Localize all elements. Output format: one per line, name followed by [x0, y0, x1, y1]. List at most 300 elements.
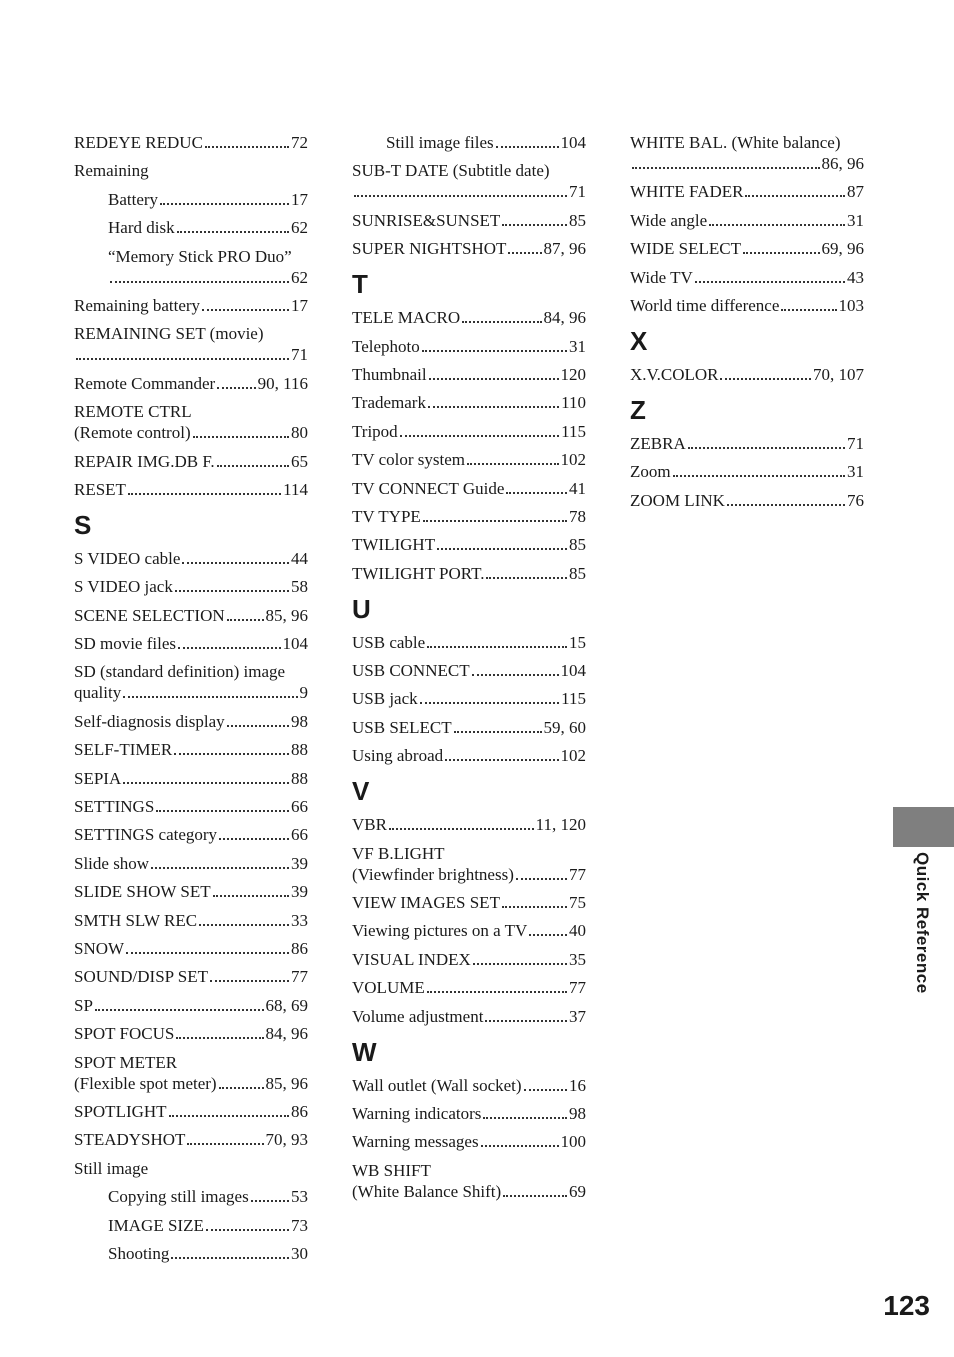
index-entry-term: SP	[74, 995, 93, 1015]
index-entry-term: Trademark	[352, 393, 426, 413]
index-entry-page: 88	[291, 768, 308, 788]
dot-leader	[175, 590, 289, 592]
index-entry-page: 110	[561, 393, 586, 413]
index-entry-page: 66	[291, 797, 308, 817]
dot-leader	[454, 731, 542, 733]
index-entry-page: 43	[847, 267, 864, 287]
index-entry-continuation	[74, 344, 308, 365]
dot-leader	[503, 1195, 567, 1197]
index-entry	[352, 238, 586, 259]
dot-leader	[123, 782, 289, 784]
index-entry-term: Wall outlet (Wall socket)	[352, 1075, 522, 1095]
dot-leader	[429, 378, 559, 380]
index-entry	[74, 246, 308, 288]
index-entry-page: 11, 120	[535, 815, 586, 835]
index-entry-term: TV color system	[352, 450, 466, 470]
index-entry-page: 102	[560, 450, 586, 470]
index-entry	[352, 563, 586, 584]
index-entry	[74, 295, 308, 316]
index-subentry	[74, 1243, 308, 1264]
dot-leader	[516, 878, 567, 880]
dot-leader	[219, 838, 289, 840]
index-entry	[352, 364, 586, 385]
index-entry-page: 85	[569, 563, 586, 583]
index-entry-page: 44	[291, 548, 308, 568]
index-entry	[352, 949, 586, 970]
dot-leader	[486, 577, 567, 579]
index-entry-term: VBR	[352, 815, 387, 835]
index-entry	[352, 717, 586, 738]
index-entry-term: SUPER NIGHTSHOT	[352, 239, 507, 259]
index-entry	[352, 814, 586, 835]
index-entry-page: 85, 96	[265, 605, 308, 625]
index-entry-term: Warning messages	[352, 1132, 479, 1152]
index-entry	[74, 1101, 308, 1122]
index-entry-term-continued: (Flexible spot meter)	[74, 1073, 217, 1093]
index-subentry	[74, 1186, 308, 1207]
index-entry	[74, 1023, 308, 1044]
index-entry-page: 37	[569, 1006, 586, 1026]
dot-leader	[76, 358, 289, 360]
index-entry-page: 66	[291, 825, 308, 845]
index-entry-term: Thumbnail	[352, 364, 427, 384]
index-entry	[352, 745, 586, 766]
index-entry-term: VF B.LIGHT	[352, 843, 445, 863]
dot-leader	[178, 647, 281, 649]
index-entry-term: S VIDEO cable	[74, 548, 181, 568]
index-entry-page: 114	[283, 479, 308, 499]
index-entry	[74, 711, 308, 732]
index-entry-term: VISUAL INDEX	[352, 949, 471, 969]
index-entry-page: 78	[569, 506, 586, 526]
index-entry-continuation	[74, 422, 308, 443]
dot-leader	[400, 435, 559, 437]
dot-leader	[182, 562, 289, 564]
dot-leader	[206, 1229, 289, 1231]
index-entry-page: 9	[299, 683, 308, 703]
index-entry-page: 39	[291, 853, 308, 873]
index-entry	[630, 295, 864, 316]
dot-leader	[95, 1009, 264, 1011]
dot-leader	[217, 465, 289, 467]
index-entry-page: 75	[569, 893, 586, 913]
index-entry	[352, 660, 586, 681]
index-entry-term: SNOW	[74, 938, 125, 958]
index-subentry	[352, 132, 586, 153]
index-group-heading: Still image	[74, 1158, 149, 1178]
dot-leader	[428, 406, 559, 408]
dot-leader	[176, 1037, 263, 1039]
index-entry	[74, 938, 308, 959]
dot-leader	[709, 224, 845, 226]
index-entry-term: STEADYSHOT	[74, 1130, 186, 1150]
index-entry-page: 103	[838, 295, 864, 315]
index-entry-continuation	[108, 267, 308, 288]
index-entry-term: Wide TV	[630, 267, 693, 287]
dot-leader	[781, 309, 836, 311]
index-entry	[74, 401, 308, 443]
index-entry-term: Shooting	[108, 1243, 170, 1263]
dot-leader	[673, 475, 845, 477]
index-entry-page: 98	[569, 1103, 586, 1123]
index-entry-term: REMOTE CTRL	[74, 402, 192, 422]
index-entry-term: Still image files	[386, 133, 494, 152]
index-letter-heading: U	[352, 593, 371, 624]
index-entry-continuation	[352, 864, 586, 885]
index-entry-page: 100	[560, 1132, 586, 1152]
index-entry-term: ZOOM LINK	[630, 490, 725, 510]
index-letter-heading: T	[352, 269, 368, 300]
dot-leader	[389, 828, 534, 830]
index-entry-page: 17	[291, 295, 308, 315]
index-entry-page: 70, 93	[265, 1130, 308, 1150]
dot-leader	[422, 350, 567, 352]
index-entry-term: USB jack	[352, 689, 418, 709]
index-entry-term: WB SHIFT	[352, 1160, 431, 1180]
index-entry-page: 16	[569, 1075, 586, 1095]
index-entry-term: SETTINGS category	[74, 825, 218, 845]
index-entry-page: 58	[291, 577, 308, 597]
dot-leader	[632, 167, 820, 169]
dot-leader	[227, 619, 264, 621]
dot-leader	[745, 195, 845, 197]
index-entry-page: 86	[291, 938, 308, 958]
dot-leader	[187, 1143, 263, 1145]
index-entry	[74, 796, 308, 817]
index-entry	[74, 373, 308, 394]
index-entry	[352, 1160, 586, 1202]
index-entry-term: World time difference	[630, 295, 780, 315]
index-entry-term: ZEBRA	[630, 433, 686, 453]
dot-leader	[485, 1020, 567, 1022]
index-entry	[74, 853, 308, 874]
index-entry	[352, 1075, 586, 1096]
index-entry	[74, 132, 308, 153]
index-entry-term-continued: (White Balance Shift)	[352, 1181, 502, 1201]
index-entry-page: 104	[560, 133, 586, 152]
dot-leader	[483, 1117, 567, 1119]
dot-leader	[193, 436, 289, 438]
index-entry-page: 65	[291, 451, 308, 471]
index-entry	[74, 739, 308, 760]
index-letter-heading: Z	[630, 394, 646, 425]
index-entry-term: TWILIGHT PORT.	[352, 563, 485, 583]
index-entry-page: 73	[291, 1215, 308, 1235]
index-entry-term: SD (standard definition) image	[74, 662, 286, 682]
index-entry-page: 85, 96	[265, 1073, 308, 1093]
dot-leader	[110, 281, 289, 283]
index-entry-page: 39	[291, 882, 308, 902]
index-letter-heading: S	[74, 509, 92, 540]
index-entry-continuation	[352, 181, 586, 202]
index-entry	[352, 1103, 586, 1124]
index-letter-heading: X	[630, 325, 648, 356]
index-column-3	[630, 132, 864, 518]
index-entry-page: 88	[291, 740, 308, 760]
dot-leader	[427, 991, 567, 993]
dot-leader	[467, 463, 558, 465]
index-entry	[352, 920, 586, 941]
index-entry-term: WHITE FADER	[630, 182, 744, 202]
dot-leader	[445, 759, 558, 761]
index-entry-page: 84, 96	[543, 308, 586, 328]
index-entry	[74, 576, 308, 597]
index-entry-page: 30	[291, 1243, 308, 1263]
dot-leader	[472, 674, 559, 676]
index-entry	[630, 490, 864, 511]
dot-leader	[210, 980, 289, 982]
index-entry-page: 87	[847, 182, 864, 202]
dot-leader	[481, 1145, 559, 1147]
index-entry-term: Battery	[108, 189, 159, 209]
index-entry-page: 77	[569, 864, 586, 884]
index-entry	[352, 478, 586, 499]
index-entry-term: Remote Commander	[74, 373, 216, 393]
dot-leader	[473, 963, 567, 965]
dot-leader	[123, 696, 297, 698]
index-letter-heading: W	[352, 1036, 377, 1067]
index-entry	[74, 768, 308, 789]
index-entry-continuation	[352, 1181, 586, 1202]
index-entry-term: Viewing pictures on a TV	[352, 921, 528, 941]
index-entry	[352, 688, 586, 709]
index-entry	[352, 892, 586, 913]
index-entry	[352, 210, 586, 231]
dot-leader	[174, 753, 289, 755]
index-entry-page: 35	[569, 949, 586, 969]
index-entry-continuation	[630, 153, 864, 174]
index-entry	[352, 1006, 586, 1027]
index-entry-term: TELE MACRO	[352, 308, 461, 328]
index-entry	[352, 977, 586, 998]
index-entry-term-continued: (Viewfinder brightness)	[352, 864, 514, 884]
index-entry-page: 31	[569, 336, 586, 356]
index-entry-term: S VIDEO jack	[74, 577, 173, 597]
index-entry-term: REDEYE REDUC	[74, 133, 203, 152]
index-entry	[630, 132, 864, 174]
dot-leader	[420, 702, 559, 704]
index-subentry	[74, 217, 308, 238]
index-entry-term: RESET	[74, 479, 126, 499]
index-letter-heading: V	[352, 776, 370, 807]
index-entry	[74, 1129, 308, 1150]
index-entry	[352, 160, 586, 202]
index-entry	[352, 1131, 586, 1152]
index-entry-term: Hard disk	[108, 218, 175, 238]
index-entry-term: Using abroad	[352, 746, 444, 766]
dot-leader	[217, 387, 255, 389]
index-entry-term: X.V.COLOR	[630, 364, 719, 384]
index-entry	[74, 479, 308, 500]
section-tab-marker	[893, 807, 954, 847]
index-entry-page: 40	[569, 921, 586, 941]
dot-leader	[202, 309, 289, 311]
index-entry-term: Remaining battery	[74, 295, 201, 315]
index-entry-page: 68, 69	[265, 995, 308, 1015]
index-entry-page: 90, 116	[257, 373, 308, 393]
dot-leader	[688, 447, 845, 449]
index-entry-page: 71	[569, 182, 586, 202]
index-entry-page: 98	[291, 711, 308, 731]
dot-leader	[743, 252, 820, 254]
index-entry-page: 86, 96	[821, 154, 864, 173]
index-entry-term: TV CONNECT Guide	[352, 478, 505, 498]
index-entry	[352, 392, 586, 413]
index-entry-term: TWILIGHT	[352, 535, 436, 555]
index-entry	[352, 534, 586, 555]
index-entry-term: SETTINGS	[74, 797, 155, 817]
index-entry-term: VOLUME	[352, 978, 425, 998]
index-entry	[630, 210, 864, 231]
index-entry-page: 72	[291, 133, 308, 152]
index-entry-page: 17	[291, 189, 308, 209]
index-entry-page: 59, 60	[543, 717, 586, 737]
page-number: 123	[883, 1290, 930, 1321]
index-entry-page: 31	[847, 210, 864, 230]
index-entry-page: 84, 96	[265, 1024, 308, 1044]
dot-leader	[437, 548, 567, 550]
dot-leader	[423, 520, 567, 522]
dot-leader	[720, 378, 811, 380]
index-entry-term: Slide show	[74, 853, 150, 873]
index-entry-term: SPOTLIGHT	[74, 1101, 167, 1121]
index-entry	[74, 824, 308, 845]
index-entry	[74, 881, 308, 902]
index-entry-page: 77	[291, 967, 308, 987]
index-entry	[74, 661, 308, 703]
index-entry	[630, 364, 864, 385]
index-entry-term: SUB-T DATE (Subtitle date)	[352, 161, 550, 181]
index-entry-term: “Memory Stick PRO Duo”	[108, 246, 292, 266]
index-entry-page: 70, 107	[813, 364, 864, 384]
index-entry-page: 33	[291, 910, 308, 930]
index-entry-term: Volume adjustment	[352, 1006, 484, 1026]
index-entry-page: 71	[291, 345, 308, 365]
index-entry-term: VIEW IMAGES SET	[352, 893, 500, 913]
index-entry	[74, 323, 308, 365]
index-entry-page: 115	[561, 689, 586, 709]
index-entry-term: Tripod	[352, 421, 398, 441]
section-label: Quick Reference	[913, 852, 932, 994]
index-entry-term: WHITE BAL. (White balance)	[630, 133, 841, 152]
index-column-2	[352, 132, 586, 1209]
index-entry-continuation	[74, 682, 308, 703]
index-entry	[352, 843, 586, 885]
index-entry	[74, 633, 308, 654]
index-entry	[352, 449, 586, 470]
index-entry	[352, 506, 586, 527]
dot-leader	[427, 646, 567, 648]
index-entry-continuation	[74, 1073, 308, 1094]
index-column-1	[74, 132, 308, 1271]
dot-leader	[169, 1115, 289, 1117]
index-entry-page: 69, 96	[821, 239, 864, 259]
index-entry-page: 87, 96	[543, 239, 586, 259]
dot-leader	[251, 1200, 289, 1202]
index-entry	[74, 995, 308, 1016]
index-entry-term: USB CONNECT	[352, 661, 470, 681]
dot-leader	[695, 281, 845, 283]
dot-leader	[524, 1089, 567, 1091]
index-entry-page: 31	[847, 462, 864, 482]
index-entry-page: 69	[569, 1181, 586, 1201]
index-entry	[630, 238, 864, 259]
index-group-heading: Remaining	[74, 161, 149, 181]
dot-leader	[529, 934, 567, 936]
dot-leader	[506, 492, 567, 494]
index-entry	[74, 1052, 308, 1094]
index-entry-term: IMAGE SIZE	[108, 1215, 204, 1235]
index-entry-term: Warning indicators	[352, 1103, 482, 1123]
dot-leader	[151, 867, 289, 869]
index-entry	[74, 605, 308, 626]
index-entry-term: SPOT METER	[74, 1052, 178, 1072]
index-entry	[352, 307, 586, 328]
index-entry-page: 102	[560, 746, 586, 766]
index-entry	[352, 632, 586, 653]
dot-leader	[508, 252, 541, 254]
index-entry-page: 115	[561, 421, 586, 441]
index-entry-term: USB cable	[352, 632, 426, 652]
index-entry-page: 77	[569, 978, 586, 998]
dot-leader	[156, 810, 289, 812]
index-entry-page: 71	[847, 433, 864, 453]
index-entry-page: 53	[291, 1187, 308, 1207]
index-subentry	[74, 1215, 308, 1236]
index-entry-page: 15	[569, 632, 586, 652]
index-entry-term: Self-diagnosis display	[74, 711, 225, 731]
index-entry-page: 104	[282, 634, 308, 654]
dot-leader	[727, 504, 845, 506]
dot-leader	[199, 924, 289, 926]
index-entry-term: SUNRISE&SUNSET	[352, 210, 501, 230]
index-entry-term: SEPIA	[74, 768, 122, 788]
index-subentry	[74, 189, 308, 210]
index-entry-page: 85	[569, 535, 586, 555]
index-entry-term: WIDE SELECT	[630, 239, 741, 259]
index-entry-term: Wide angle	[630, 210, 708, 230]
index-entry-term-continued: (Remote control)	[74, 423, 191, 443]
index-entry-page: 85	[569, 210, 586, 230]
index-entry-term: Copying still images	[108, 1187, 249, 1207]
index-entry-term: SPOT FOCUS	[74, 1024, 175, 1044]
index-entry-term: TV TYPE	[352, 506, 421, 526]
index-entry	[74, 910, 308, 931]
index-entry-page: 104	[560, 661, 586, 681]
index-entry-page: 120	[560, 364, 586, 384]
index-entry-term: Zoom	[630, 462, 671, 482]
index-entry-page: 80	[291, 423, 308, 443]
dot-leader	[205, 146, 289, 148]
dot-leader	[502, 906, 567, 908]
index-entry-page: 86	[291, 1101, 308, 1121]
index-entry-page: 76	[847, 490, 864, 510]
index-entry	[352, 421, 586, 442]
dot-leader	[160, 203, 289, 205]
dot-leader	[462, 321, 541, 323]
dot-leader	[502, 224, 567, 226]
dot-leader	[219, 1087, 264, 1089]
index-entry-term: SLIDE SHOW SET	[74, 882, 211, 902]
index-entry	[74, 451, 308, 472]
index-entry-term: USB SELECT	[352, 717, 452, 737]
dot-leader	[171, 1257, 289, 1259]
dot-leader	[128, 493, 281, 495]
index-entry-term: REMAINING SET (movie)	[74, 324, 264, 344]
index-entry	[630, 267, 864, 288]
index-entry-term: SELF-TIMER	[74, 740, 173, 760]
dot-leader	[126, 952, 289, 954]
